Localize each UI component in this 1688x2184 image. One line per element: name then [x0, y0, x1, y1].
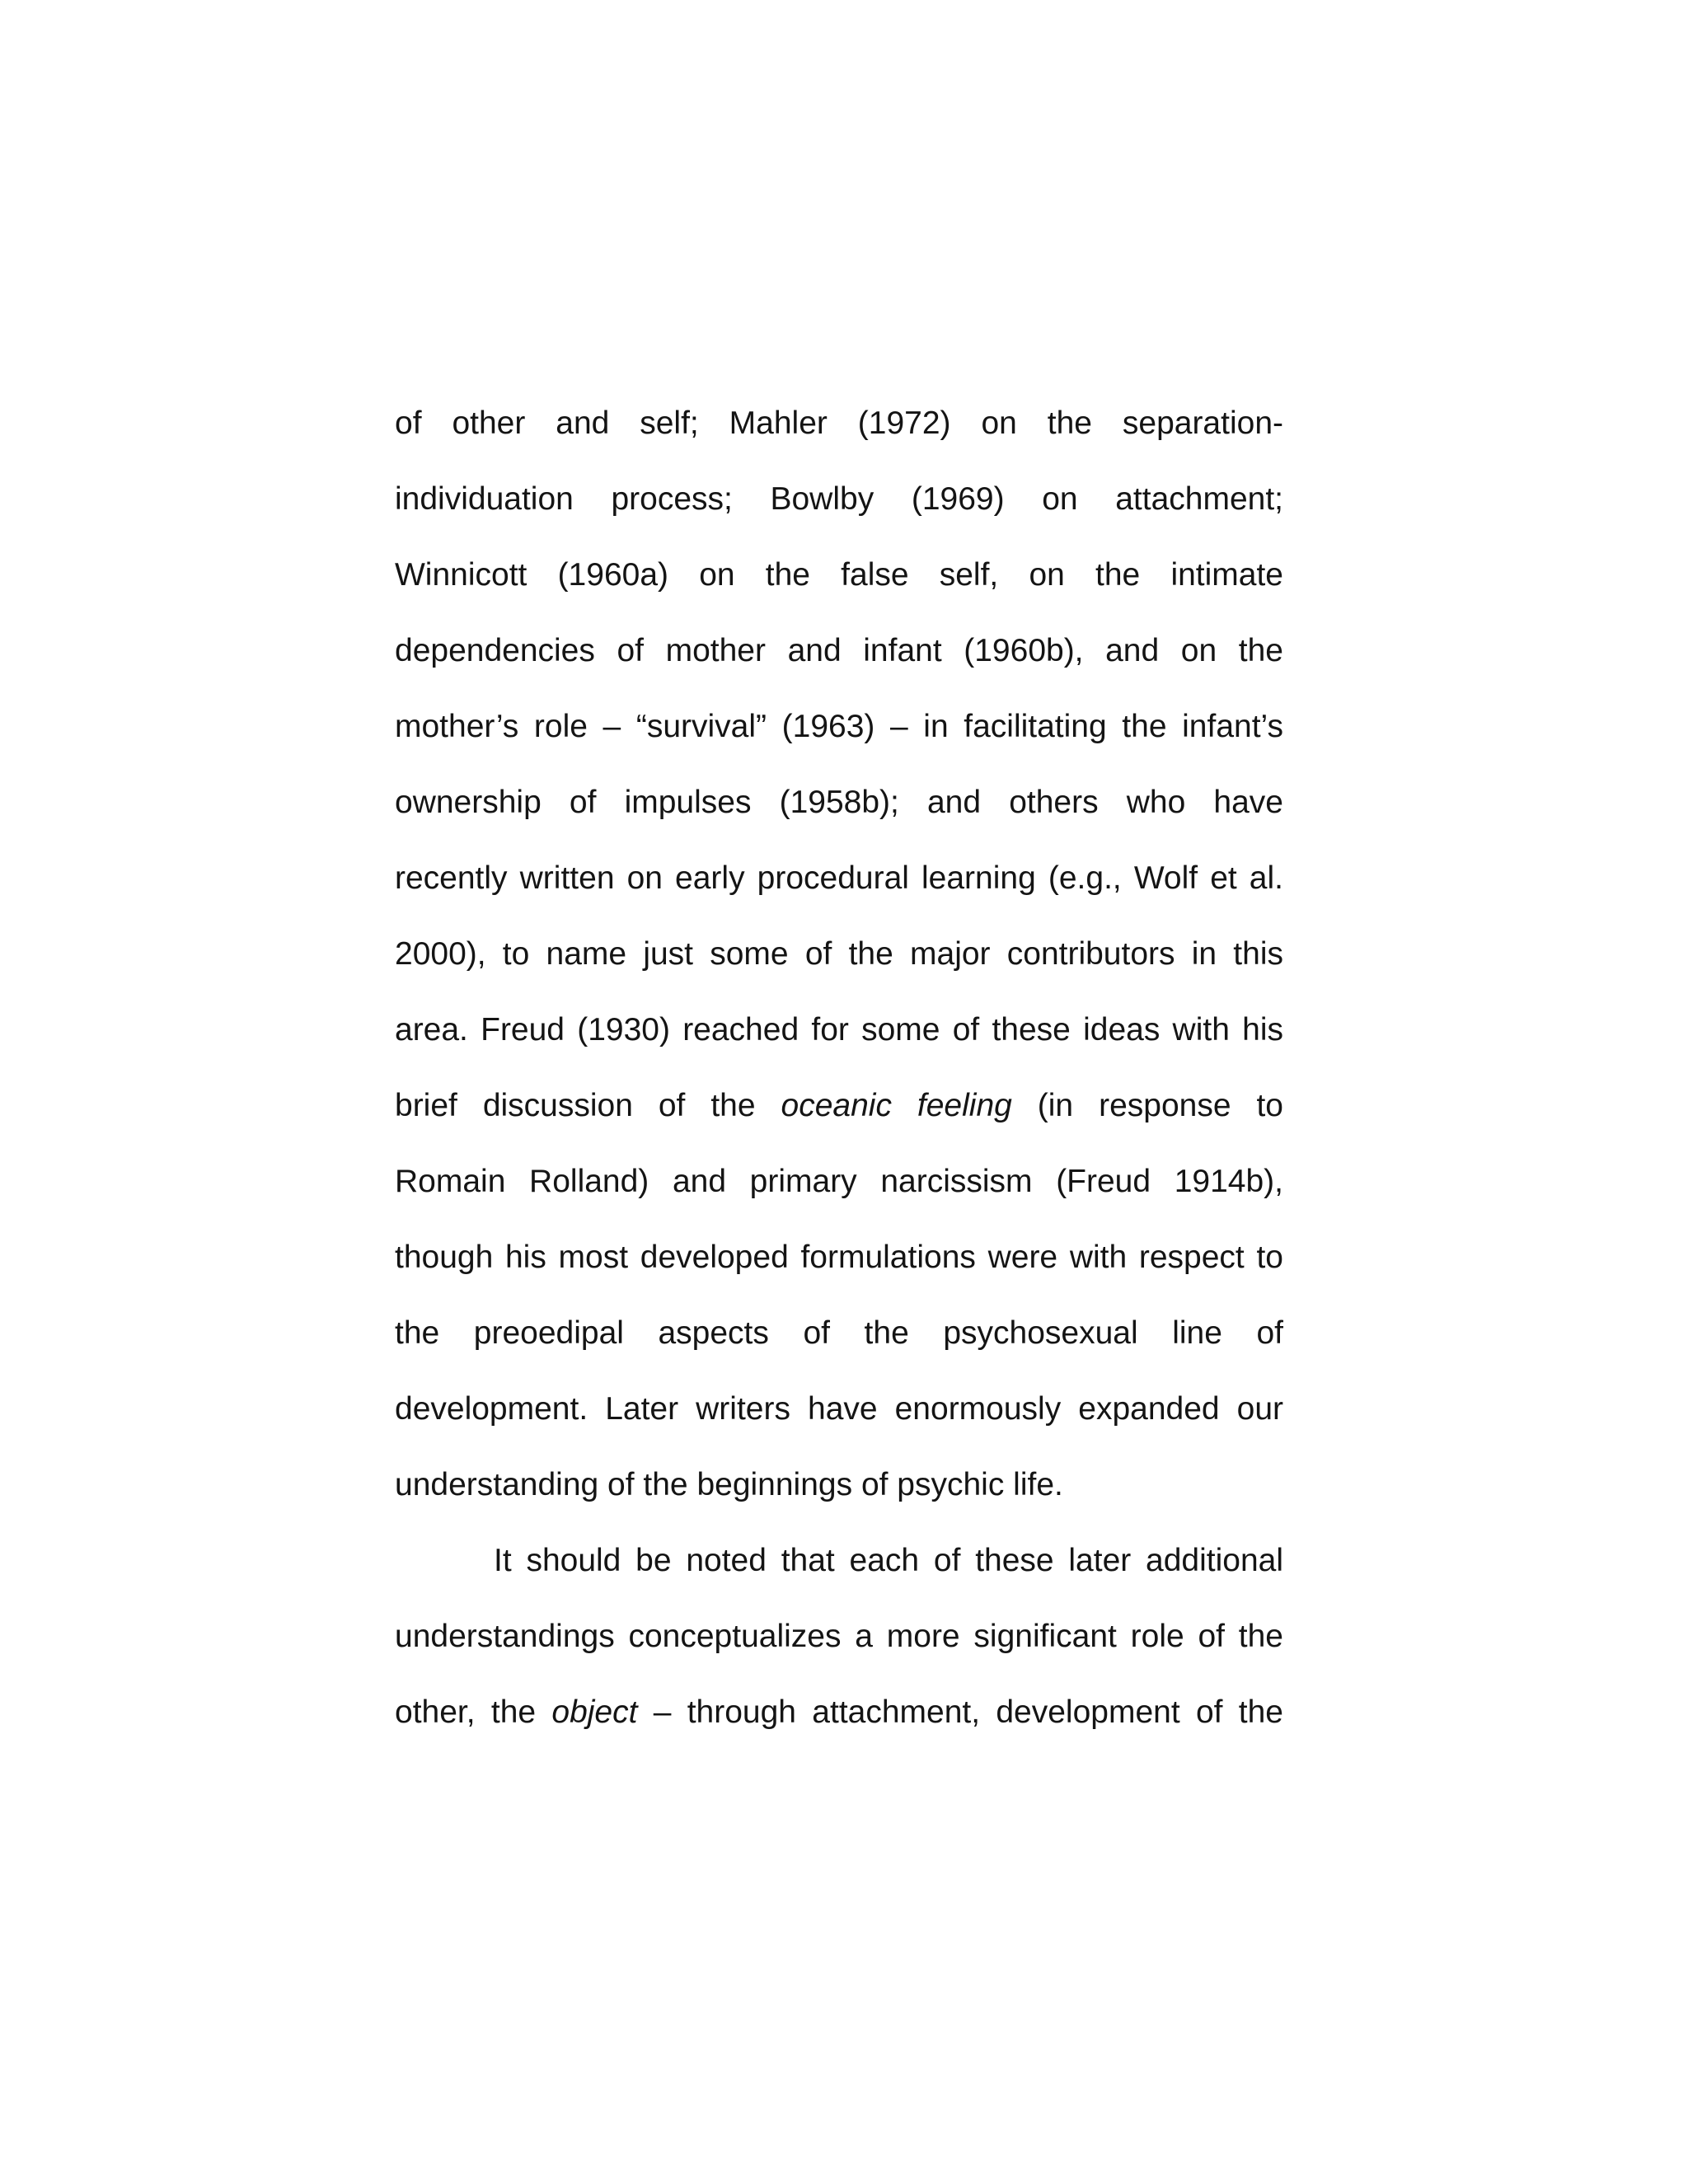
paragraph-start-line: It should be noted that each of these later additional — [494, 1543, 1283, 1578]
text-line — [395, 1675, 1283, 1750]
text-segment: other, the — [395, 1694, 552, 1730]
italic-term: object — [551, 1694, 638, 1730]
text-segment: – through attachment, development of the — [637, 1694, 1283, 1730]
text-line: dependencies of mother and infant (1960b), and on the — [395, 633, 1283, 668]
text-line: Romain Rolland) and primary narcissism (Freud 1914b), — [395, 1164, 1283, 1199]
body-text — [395, 386, 1283, 1750]
text-line: area. Freud (1930) reached for some of these ideas with his — [395, 1012, 1283, 1047]
text-line: individuation process; Bowlby (1969) on attachment; — [395, 481, 1283, 517]
text-line: understandings conceptualizes a more significant role of the — [395, 1619, 1283, 1654]
text-line: ownership of impulses (1958b); and others who have — [395, 785, 1283, 820]
text-line: mother’s role – “survival” (1963) – in facilitating the infant’s — [395, 709, 1283, 744]
text-segment: brief discussion of the — [395, 1088, 781, 1123]
text-line: 2000), to name just some of the major contributors in this — [395, 936, 1283, 972]
text-line: development. Later writers have enormously expanded our — [395, 1391, 1283, 1427]
text-line: of other and self; Mahler (1972) on the separation- — [395, 405, 1283, 441]
text-segment: (in response to — [1011, 1088, 1283, 1123]
italic-term: oceanic feeling — [781, 1088, 1012, 1123]
text-line: though his most developed formulations were with respect to — [395, 1240, 1283, 1275]
text-line: the preoedipal aspects of the psychosexual line of — [395, 1315, 1283, 1351]
paragraph-end-line: understanding of the beginnings of psychic life. — [395, 1467, 1063, 1502]
text-line — [395, 1068, 1283, 1144]
text-line: recently written on early procedural learning (e.g., Wolf et al. — [395, 860, 1283, 896]
text-line: Winnicott (1960a) on the false self, on the intimate — [395, 557, 1283, 593]
